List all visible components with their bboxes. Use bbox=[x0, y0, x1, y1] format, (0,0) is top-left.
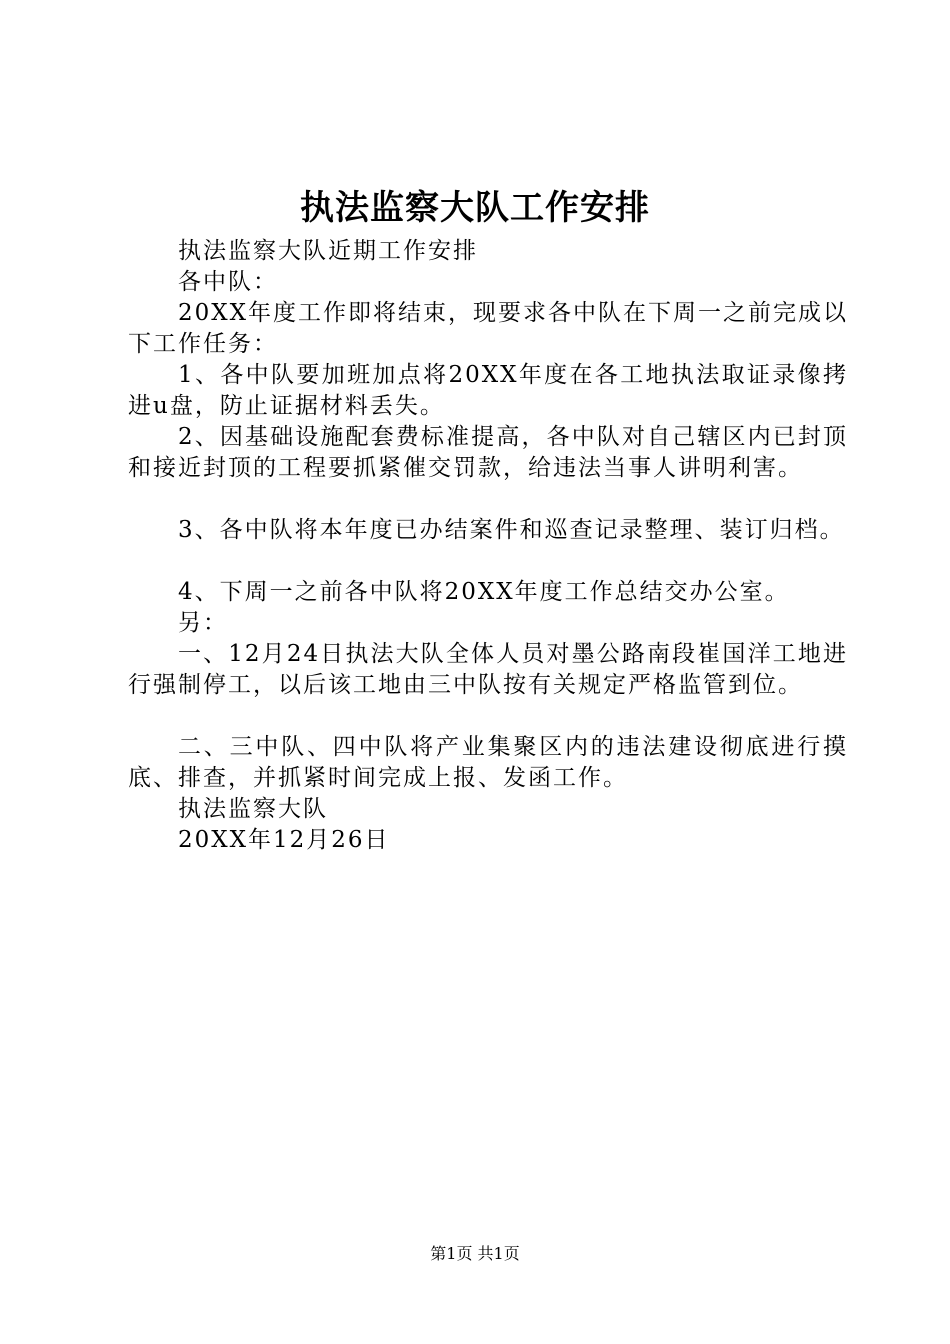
paragraph-task-4: 4、下周一之前各中队将20XX年度工作总结交办公室。 bbox=[178, 579, 790, 605]
paragraph-signature: 执法监察大队 bbox=[178, 796, 328, 822]
paragraph-date: 20XX年12月26日 bbox=[178, 827, 390, 853]
document-title: 执法监察大队工作安排 bbox=[300, 188, 650, 228]
paragraph-additional: 另： bbox=[178, 610, 228, 636]
paragraph-task-1: 1、各中队要加班加点将20XX年度在各工地执法取证录像拷进u盘，防止证据材料丢失。 bbox=[128, 362, 848, 419]
paragraph-item-2: 二、三中队、四中队将产业集聚区内的违法建设彻底进行摸底、排查，并抓紧时间完成上报、发函工作。 bbox=[128, 734, 848, 791]
paragraph-spacer bbox=[128, 484, 848, 515]
paragraph-task-3: 3、各中队将本年度已办结案件和巡查记录整理、装订归档。 bbox=[178, 517, 845, 543]
paragraph-intro: 20XX年度工作即将结束，现要求各中队在下周一之前完成以下工作任务： bbox=[128, 300, 849, 357]
page-footer: 第1页 共1页 bbox=[430, 1244, 520, 1263]
paragraph-spacer bbox=[128, 701, 848, 732]
paragraph-spacer bbox=[128, 546, 848, 577]
paragraph-task-2: 2、因基础设施配套费标准提高，各中队对自己辖区内已封顶和接近封顶的工程要抓紧催交罚款，给违法当事人讲明利害。 bbox=[128, 424, 848, 481]
paragraph-item-1: 一、12月24日执法大队全体人员对墨公路南段崔国洋工地进行强制停工，以后该工地由三中队按有关规定严格监管到位。 bbox=[128, 641, 848, 698]
paragraph-heading: 执法监察大队近期工作安排 bbox=[178, 238, 478, 264]
document-body bbox=[128, 236, 848, 856]
paragraph-salutation: 各中队： bbox=[178, 269, 278, 295]
